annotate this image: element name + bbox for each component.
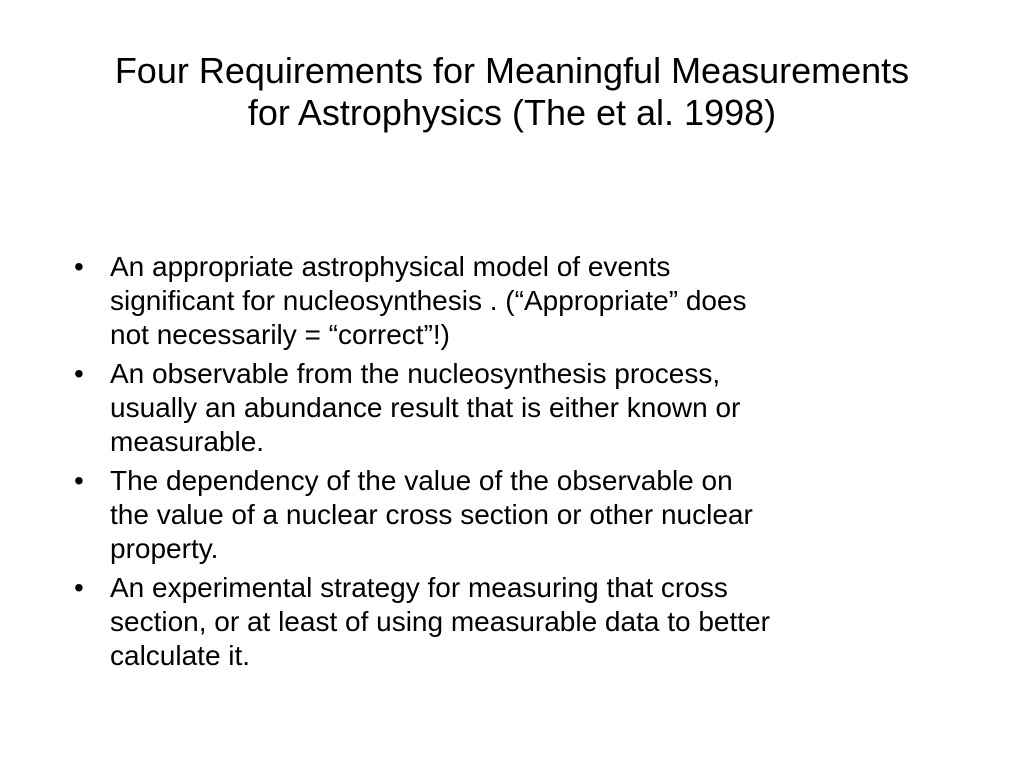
bullet-line: significant for nucleosynthesis . (“Appropriate” does xyxy=(110,285,747,316)
bullet-line: calculate it. xyxy=(110,640,251,671)
bullet-item xyxy=(74,250,954,352)
slide-title xyxy=(40,50,984,134)
slide-title-line: for Astrophysics (The et al. 1998) xyxy=(247,92,777,133)
bullet-line: The dependency of the value of the observable on xyxy=(110,465,733,496)
bullet-line: section, or at least of using measurable data to better xyxy=(110,606,770,637)
bullet-line: An observable from the nucleosynthesis process, xyxy=(110,358,721,389)
bullet-icon: • xyxy=(74,358,84,389)
bullet-icon: • xyxy=(74,572,84,603)
bullet-line: usually an abundance result that is either known or xyxy=(110,392,741,423)
bullet-line: measurable. xyxy=(110,426,265,457)
bullet-text xyxy=(110,571,954,673)
bullet-icon: • xyxy=(74,465,84,496)
bullet-icon: • xyxy=(74,251,84,282)
bullet-text xyxy=(110,250,954,352)
bullet-list xyxy=(74,250,954,678)
slide-title-line: Four Requirements for Meaningful Measurements xyxy=(114,50,910,91)
bullet-item xyxy=(74,357,954,459)
bullet-text xyxy=(110,464,954,566)
bullet-item xyxy=(74,571,954,673)
bullet-line: property. xyxy=(110,533,219,564)
bullet-line: the value of a nuclear cross section or other nuclear xyxy=(110,499,753,530)
bullet-text xyxy=(110,357,954,459)
bullet-line: An experimental strategy for measuring that cross xyxy=(110,572,728,603)
bullet-line: not necessarily = “correct”!) xyxy=(110,319,450,350)
bullet-item xyxy=(74,464,954,566)
bullet-line: An appropriate astrophysical model of events xyxy=(110,251,671,282)
